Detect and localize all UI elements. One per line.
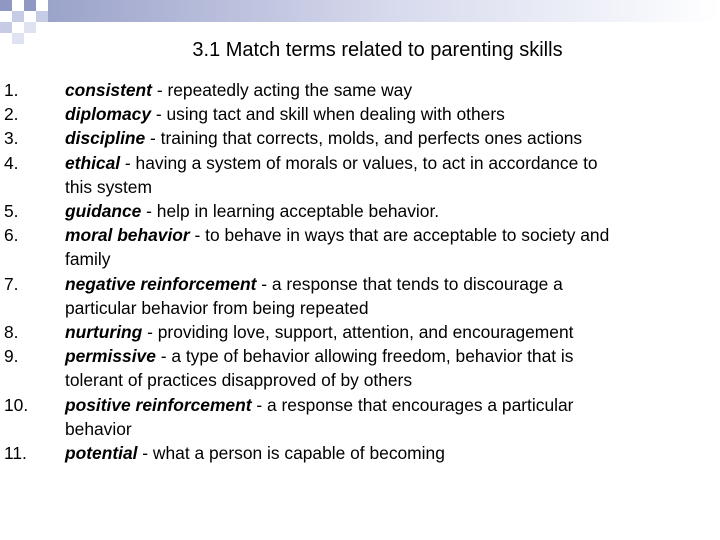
slide-title: 3.1 Match terms related to parenting skills xyxy=(192,39,563,61)
term-definition: - a response that tends to discourage a particular behavior from being repeated xyxy=(65,273,563,318)
term-word: guidance xyxy=(65,201,142,222)
term-definition: - what a person is capable of becoming xyxy=(137,443,445,464)
term-item xyxy=(0,344,610,392)
term-definition: - repeatedly acting the same way xyxy=(151,80,413,100)
term-number: 6. xyxy=(4,225,19,246)
term-item xyxy=(0,441,610,465)
term-word: positive reinforcement xyxy=(65,394,252,415)
term-item xyxy=(0,102,610,126)
term-number: 11. xyxy=(4,443,27,464)
term-item xyxy=(0,393,610,441)
term-definition: - a response that encourages a particular behavior xyxy=(65,394,574,439)
term-definition: - having a system of morals or values, to act in accordance to this system xyxy=(65,152,598,197)
term-word: discipline xyxy=(65,128,146,149)
term-number: 5. xyxy=(4,201,19,222)
term-word: consistent xyxy=(65,80,152,100)
term-number: 10. xyxy=(4,394,29,415)
term-definition: - using tact and skill when dealing with others xyxy=(151,104,505,125)
term-item xyxy=(0,223,610,271)
term-item xyxy=(0,272,610,320)
term-word: diplomacy xyxy=(65,104,152,125)
term-item xyxy=(0,199,610,223)
term-number: 4. xyxy=(4,152,19,173)
term-definition: - providing love, support, attention, and encouragement xyxy=(142,322,574,343)
term-number: 3. xyxy=(4,128,19,149)
term-definition: - help in learning acceptable behavior. xyxy=(141,201,440,222)
term-definition: - a type of behavior allowing freedom, behavior that is tolerant of practices disapproved of by others xyxy=(65,346,574,391)
term-word: moral behavior xyxy=(65,225,190,246)
term-word: negative reinforcement xyxy=(65,273,257,294)
term-item xyxy=(0,78,610,102)
term-definition: - training that corrects, molds, and perfects ones actions xyxy=(145,128,583,149)
term-word: ethical xyxy=(65,152,121,173)
term-word: permissive xyxy=(65,346,156,367)
term-word: nurturing xyxy=(65,322,143,343)
term-definition: - to behave in ways that are acceptable to society and family xyxy=(65,225,610,270)
term-word: potential xyxy=(65,443,138,464)
term-item xyxy=(0,126,610,150)
header-accent-bar xyxy=(48,0,720,22)
term-list xyxy=(0,78,720,465)
term-item xyxy=(0,320,610,344)
term-number: 7. xyxy=(4,273,19,294)
term-number: 2. xyxy=(4,104,19,125)
term-item xyxy=(0,151,610,199)
term-number: 8. xyxy=(4,322,19,343)
term-number: 1. xyxy=(4,80,19,100)
term-number: 9. xyxy=(4,346,19,367)
